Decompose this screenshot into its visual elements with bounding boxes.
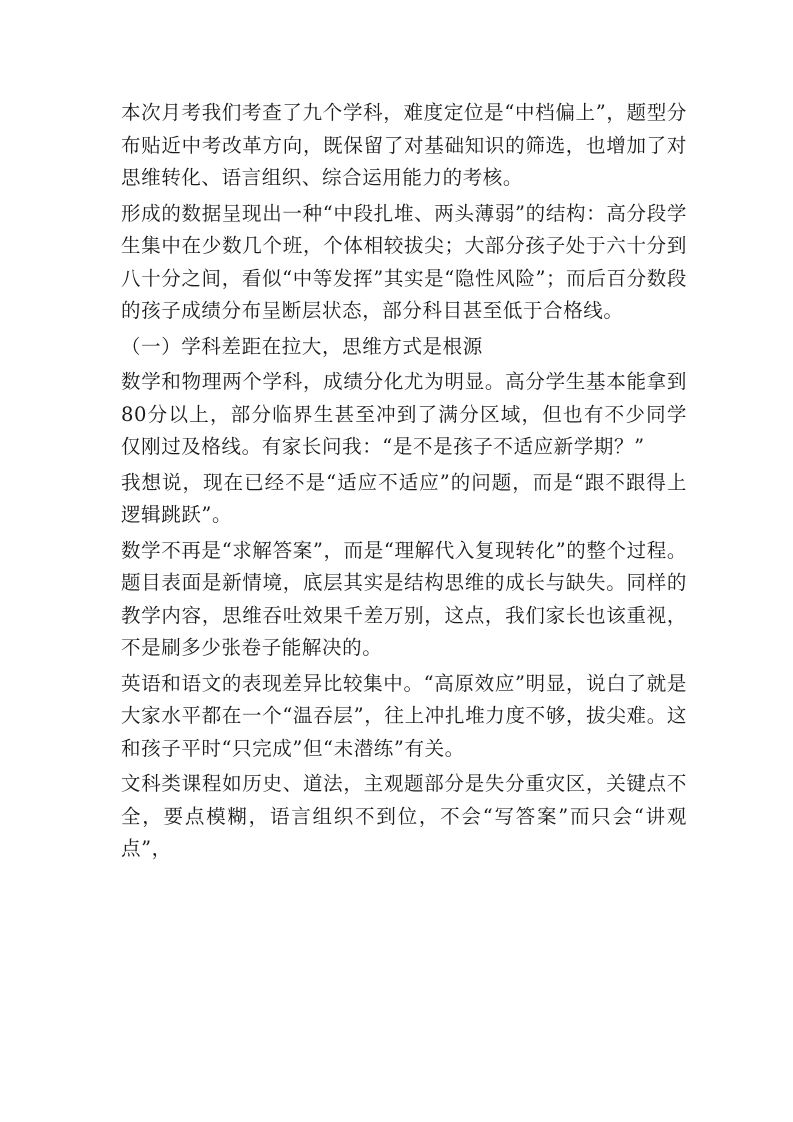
paragraph-exam-overview: 本次月考我们考查了九个学科，难度定位是“中档偏上”，题型分布贴近中考改革方向，既保留了对基础知识的筛选，也增加了对思维转化、语言组织、综合运用能力的考核。 xyxy=(121,101,687,189)
paragraph-math-physics: 数学和物理两个学科，成绩分化尤为明显。高分学生基本能拿到80分以上，部分临界生甚至冲到了满分区域，但也有不少同学仅刚过及格线。有家长问我：“是不是孩子不适应新学期？” xyxy=(121,370,687,458)
paragraph-english-chinese: 英语和语文的表现差异比较集中。“高原效应”明显，说白了就是大家水平都在一个“温吞层”，往上冲扎堆力度不够，拔尖难。这和孩子平时“只完成”但“未潜练”有关。 xyxy=(121,671,687,760)
paragraph-liberal-arts: 文科类课程如历史、道法，主观题部分是失分重灾区，关键点不全，要点模糊，语言组织不到位，不会“写答案”而只会“讲观点”， xyxy=(121,772,687,860)
document-page xyxy=(121,97,687,869)
paragraph-score-structure: 形成的数据呈现出一种“中段扎堆、两头薄弱”的结构：高分段学生集中在少数几个班，个体相较拔尖；大部分孩子处于六十分到八十分之间，看似“中等发挥”其实是“隐性风险”；而后百分数段的孩子成绩分布呈断层状态，部分科目甚至低于合格线。 xyxy=(121,201,687,322)
paragraph-math-thinking: 数学不再是“求解答案”，而是“理解代入复现转化”的整个过程。题目表面是新情境，底层其实是结构思维的成长与缺失。同样的教学内容，思维吞吐效果千差万别，这点，我们家长也该重视，不是刷多少张卷子能解决的。 xyxy=(121,538,687,659)
paragraph-logic-jump: 我想说，现在已经不是“适应不适应”的问题，而是“跟不跟得上逻辑跳跃”。 xyxy=(121,470,687,526)
section-heading: （一）学科差距在拉大，思维方式是根源 xyxy=(121,334,483,358)
